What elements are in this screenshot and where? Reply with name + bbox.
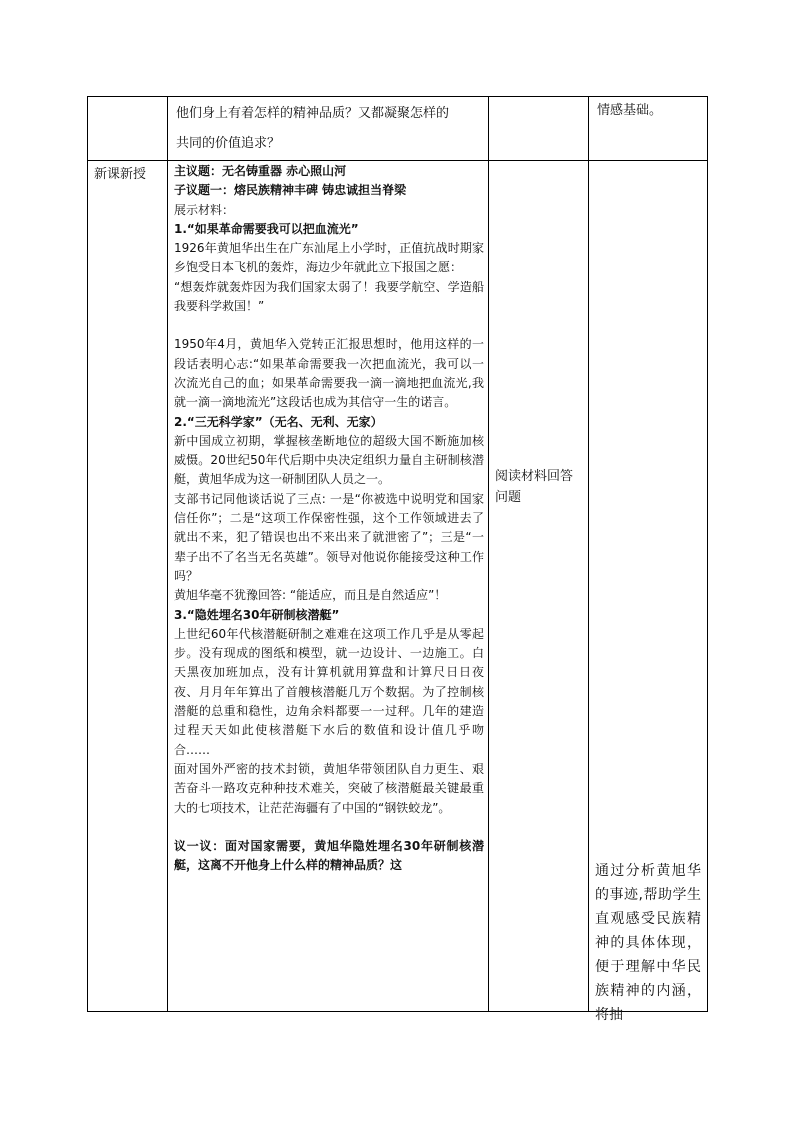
- table-row: [88, 97, 708, 161]
- intent-text: 情感基础。: [597, 103, 663, 118]
- intent-cell: [589, 97, 708, 161]
- student-activity: 阅读材料回答问题: [495, 469, 574, 505]
- material-3-paragraph-2: 面对国外严密的技术封锁，黄旭华带领团队自力更生、艰苦奋斗一路攻克种种技术难关，突破了核潜艇最关键最重大的七项技术，让茫茫海疆有了中国的“钢铁蛟龙”。: [174, 761, 484, 815]
- material-2-paragraph: 新中国成立初期，掌握核垄断地位的超级大国不断施加核威慑。20世纪50年代后期中央决定组织力量自主研制核潜艇，黄旭华成为这一研制团队人员之一。: [174, 433, 484, 487]
- material-2-paragraph-3: 黄旭华毫不犹豫回答: “能适应，而且是自然适应”！: [174, 588, 447, 603]
- question-line: 共同的价值追求？: [176, 136, 281, 151]
- material-3-paragraph: 上世纪60年代核潜艇研制之难难在这项工作几乎是从零起步。没有现成的图纸和模型，就一边设计、一边施工。白天黑夜加班加点，没有计算机就用算盘和计算尺日日夜夜、月月年年算出了首艘核潜艇几万个数据。为了控制核潜艇的总重和稳性，边角余料都要一一过秤。几年的建造过程天天如此使核潜艇下水后的数值和设计值几乎吻合……: [174, 626, 484, 757]
- spacer: [174, 316, 484, 335]
- intent-cell: [589, 161, 708, 1023]
- sub-topic: 子议题一：熔民族精神丰碑 铸忠诚担当脊梁: [174, 183, 407, 198]
- activity-cell: [489, 161, 589, 1012]
- main-topic: 主议题：无名铸重器 赤心照山河: [174, 164, 347, 178]
- stage-cell: [88, 97, 168, 161]
- lesson-plan-table: [87, 96, 708, 1023]
- table-row: [88, 161, 708, 1012]
- materials-label: 展示材料：: [174, 202, 235, 217]
- question-cell: [168, 97, 489, 161]
- stage-label: 新课新授: [94, 167, 147, 182]
- material-1-paragraph: 1926年黄旭华出生在广东汕尾上小学时，正值抗战时期家乡饱受日本飞机的轰炸，海边少年就此立下报国之愿：: [174, 241, 484, 275]
- material-2-title: 2.“三无科学家”（无名、无利、无家）: [174, 414, 383, 429]
- stage-cell: [88, 161, 168, 1012]
- question-line: 他们身上有着怎样的精神品质？又都凝聚怎样的: [176, 106, 450, 121]
- material-1-quote: “想轰炸就轰炸因为我们国家太弱了！我要学航空、学造船我要科学救国！”: [174, 279, 484, 314]
- spacer: [174, 818, 484, 837]
- material-3-title: 3.“隐姓埋名30年研制核潜艇”: [174, 607, 340, 622]
- material-1-paragraph-2: 1950年4月，黄旭华入党转正汇报思想时，他用这样的一段话表明心志:“如果革命需要我一次把血流光，我可以一次流光自己的血；如果革命需要我一滴一滴地把血流光,我就一滴一滴地流光”这段话也成为其信守一生的诺言。: [174, 337, 484, 410]
- material-2-paragraph-2: 支部书记同他谈话说了三点: 一是“你被选中说明党和国家信任你”；二是“这项工作保密性强，这个工作领域进去了就出不来，犯了错误也出不来出来了就泄密了”；三是“一辈子出不了名当无名英雄”。领导对他说你能接受这种工作吗？: [174, 491, 484, 583]
- content-cell: [168, 161, 489, 1012]
- discussion-prompt: 议一议：面对国家需要，黄旭华隐姓埋名30年研制核潜艇，这离不开他身上什么样的精神品质？这: [174, 838, 484, 873]
- material-1-title: 1.“如果革命需要我可以把血流光”: [174, 221, 359, 236]
- design-intent: 通过分析黄旭华的事迹,帮助学生直观感受民族精神的具体体现，便于理解中华民族精神的内涵，将抽: [595, 863, 701, 1023]
- activity-cell: [489, 97, 589, 161]
